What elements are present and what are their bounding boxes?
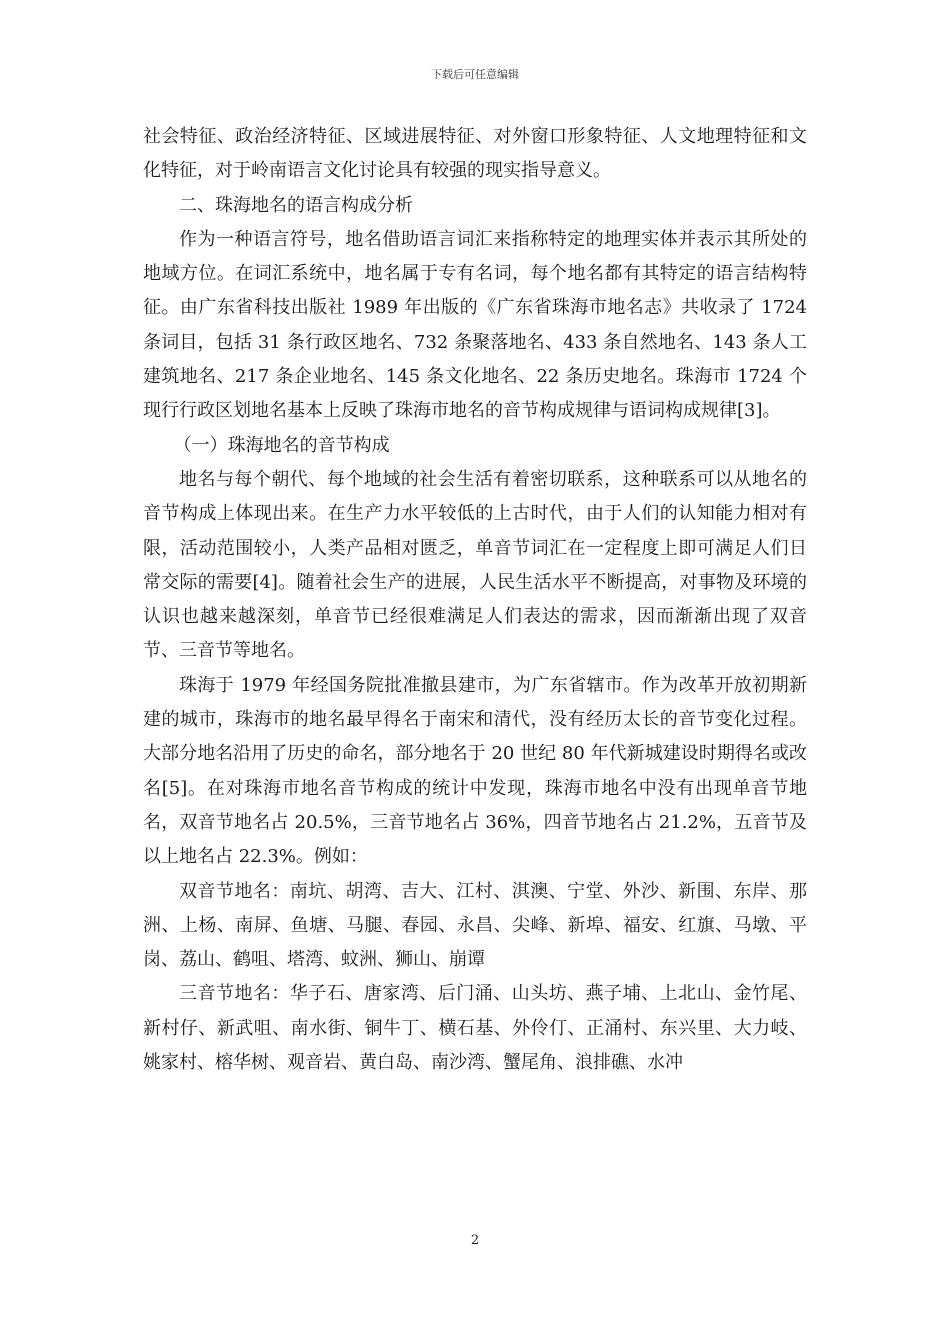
document-body xyxy=(143,120,807,1080)
paragraph-4: 珠海于 1979 年经国务院批准撤县建市，为广东省辖市。作为改革开放初期新建的城市，珠海市的地名最早得名于南宋和清代，没有经历太长的音节变化过程。大部分地名沿用了历史的命名，部分地名于 20 世纪 80 年代新城建设时期得名或改名[5]。在对珠海市地名音节构成的统计中发现，珠海市地名中没有出现单音节地名，双音节地名占 20.5%，三音节地名占 36%，四音节地名占 21.2%，五音节及以上地名占 22.3%。例如： xyxy=(143,674,807,868)
page-header-note: 下载后可任意编辑 xyxy=(431,68,519,81)
paragraph-6: 三音节地名：华子石、唐家湾、后门涌、山头坊、燕子埔、上北山、金竹尾、新村仔、新武咀、南水街、铜牛丁、横石基、外伶仃、正涌村、东兴里、大力岐、姚家村、榕华树、观音岩、黄白岛、南沙湾、蟹尾角、浪排礁、水冲 xyxy=(143,983,807,1074)
paragraph-5: 双音节地名：南坑、胡湾、吉大、江村、淇澳、宁堂、外沙、新围、东岸、那洲、上杨、南屏、鱼塘、马腿、春园、永昌、尖峰、新埠、福安、红旗、马墩、平岗、荔山、鹤咀、塔湾、蚊洲、狮山、崩谭 xyxy=(143,880,807,971)
paragraph-2: 作为一种语言符号，地名借助语言词汇来指称特定的地理实体并表示其所处的地域方位。在词汇系统中，地名属于专有名词，每个地名都有其特定的语言结构特征。由广东省科技出版社 1989 年出版的《广东省珠海市地名志》共收录了 1724 条词目，包括 31 条行政区地名、732 条聚落地名、433 条自然地名、143 条人工建筑地名、217 条企业地名、145 条文化地名、22 条历史地名。珠海市 1724 个现行行政区划地名基本上反映了珠海市地名的音节构成规律与语词构成规律[3]。 xyxy=(143,228,807,422)
paragraph-1: 社会特征、政治经济特征、区域进展特征、对外窗口形象特征、人文地理特征和文化特征，对于岭南语言文化讨论具有较强的现实指导意义。 xyxy=(143,126,807,182)
section-heading: 二、珠海地名的语言构成分析 xyxy=(179,194,413,216)
paragraph-3: 地名与每个朝代、每个地域的社会生活有着密切联系，这种联系可以从地名的音节构成上体现出来。在生产力水平较低的上古时代，由于人们的认知能力相对有限，活动范围较小，人类产品相对匮乏，单音节词汇在一定程度上即可满足人们日常交际的需要[4]。随着社会生产的进展，人民生活水平不断提高，对事物及环境的认识也越来越深刻，单音节已经很难满足人们表达的需求，因而渐渐出现了双音节、三音节等地名。 xyxy=(143,468,807,662)
subsection-heading: （一）珠海地名的音节构成 xyxy=(173,434,390,456)
page-number: 2 xyxy=(470,1233,480,1248)
